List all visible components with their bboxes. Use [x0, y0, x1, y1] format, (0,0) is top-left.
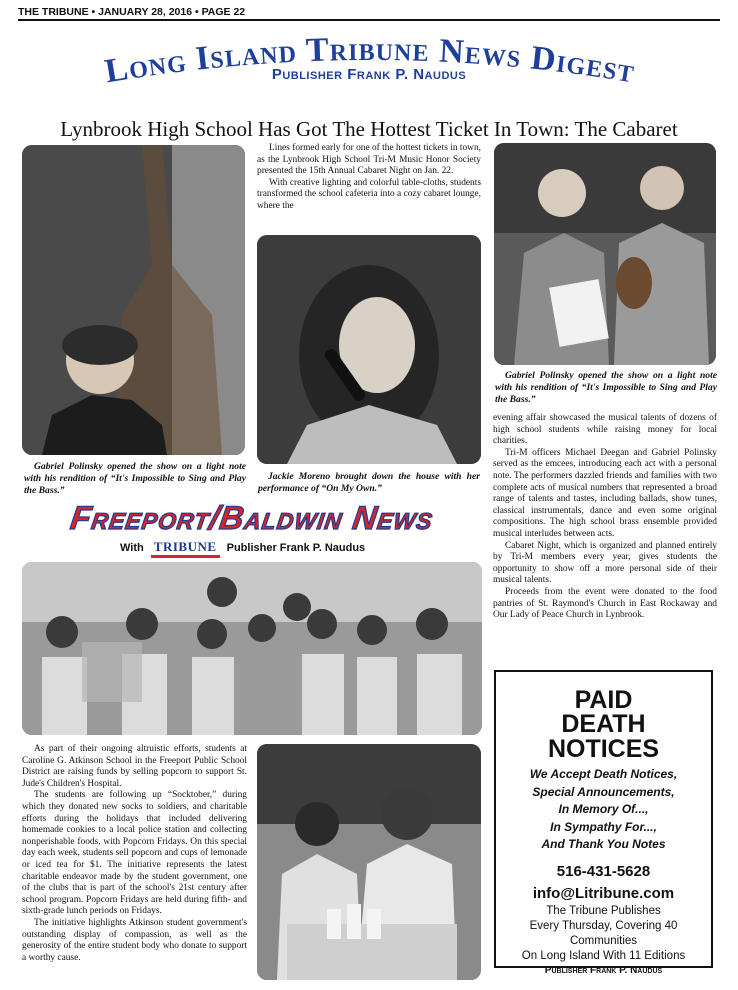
- article1-col3-p2: Tri-M officers Michael Deegan and Gabriel Polinsky served as the emcees, introducing each act with a personal note. The performers dazzled friends and families with two complete acts of musical numbers that represented a broad range of talents and tastes, including ballads, show tunes, classical instrumentals, dance and even some original compositions. The high school brass ensemble provided musical interludes between acts.: [493, 447, 717, 539]
- article1-col2-p1: Lines formed early for one of the hottest tickets in town, as the Lynbrook High School Tri-M Music Honor Society presented the 15th Annual Cabaret Night on Jan. 22.: [257, 143, 481, 177]
- article2-p2: The students are following up “Socktober,” during which they donated new socks to soldiers, and charitable efforts during the holidays that included delivering homemade cookies to a local police station and collecting nonperishable foods, with Popcorn Fridays. On this special day each week, students sell popcorn and cups of lemonade or iced tea for $1. The initiative represents the latest charitable endeavor made by the student government, one of the clubs that is part of the school's 21st century after school program. Popcorn Fridays are held during fifth- and sixth-grade lunch periods on Fridays.: [22, 790, 247, 917]
- ad-phone: 516-431-5628: [556, 862, 651, 880]
- ad-death-notices: [494, 670, 713, 976]
- article2-p3: The initiative highlights Atkinson student government's outstanding display of compassion, as well as the generosity of the entire student body who donate to support a worthy cause.: [22, 917, 247, 963]
- caption-right: Gabriel Polinsky opened the show on a light note with his rendition of “It's Impossible to Sing and Play the Bass.”: [495, 370, 717, 405]
- photo-student-group: [22, 562, 482, 735]
- photo-singer: [257, 235, 481, 464]
- masthead: [20, 18, 720, 106]
- article1-col3-p3: Cabaret Night, which is organized and planned entirely by Tri-M members every year, gives students the opportunity to show off a more personal side of their musical talents.: [493, 540, 717, 586]
- article2-p1: As part of their ongoing altruistic efforts, students at Caroline G. Atkinson School in the Freeport Public School District are raising funds by selling popcorn to support St. Jude's Children's Hospital.: [22, 744, 247, 789]
- ad-line-1: We Accept Death Notices,: [529, 767, 678, 781]
- folio: THE TRIBUNE • JANUARY 28, 2016 • PAGE 22: [18, 6, 246, 18]
- article1-col3-p1: evening affair showcased the musical talents of dozens of high school students while raising money for local charities.: [493, 413, 717, 447]
- photo-violin-duo: [494, 143, 716, 365]
- tribune-logo: TRIBUNE: [151, 539, 220, 558]
- ad-title-death: DEATH: [561, 710, 646, 738]
- byline-with: With: [120, 542, 144, 554]
- section-byline: [120, 539, 450, 558]
- ad-title-paid: PAID: [574, 686, 633, 714]
- article1-col2-p2: With creative lighting and colorful table-cloths, students transformed the school cafeteria into a cozy cabaret lounge, where the: [257, 177, 481, 211]
- ad-line-2: Special Announcements,: [532, 784, 675, 799]
- ad-info-2: Every Thursday, Covering 40 Communities: [529, 919, 678, 947]
- ad-line-5: And Thank You Notes: [541, 837, 666, 851]
- caption-center: Jackie Moreno brought down the house with her performance of “On My Own.”: [258, 471, 480, 494]
- section-banner: Freeport/Baldwin News: [68, 499, 436, 536]
- ad-line-4: In Sympathy For...,: [550, 819, 657, 834]
- photo-popcorn-students: [257, 744, 481, 980]
- ad-publisher: Publisher Frank P. Naudus: [544, 964, 663, 976]
- ad-email: info@Litribune.com: [532, 884, 675, 902]
- masthead-publisher: Publisher Frank P. Naudus: [271, 66, 467, 83]
- article1-col3: [493, 413, 717, 622]
- ad-info-3: On Long Island With 11 Editions: [521, 949, 686, 962]
- photo-bass-player: [22, 145, 245, 455]
- ad-title-notices: NOTICES: [547, 735, 660, 763]
- article1-col3-p4: Proceeds from the event were donated to the food pantries of St. Raymond's Church in East Rockaway and Our Lady of Peace Church in Lynbrook.: [493, 586, 717, 621]
- byline-publisher: Publisher Frank P. Naudus: [226, 542, 366, 554]
- ad-info-1: The Tribune Publishes: [546, 904, 661, 917]
- article1-col2: [257, 143, 481, 213]
- article2-text: [22, 744, 247, 964]
- ad-line-3: In Memory Of...,: [558, 802, 649, 816]
- article-headline: Lynbrook High School Has Got The Hottest Ticket In Town: The Cabaret: [60, 117, 678, 141]
- caption-left: Gabriel Polinsky opened the show on a light note with his rendition of “It's Impossible to Sing and Play the Bass.”: [24, 461, 246, 496]
- masthead-title: Long Island Tribune News Digest: [102, 30, 638, 91]
